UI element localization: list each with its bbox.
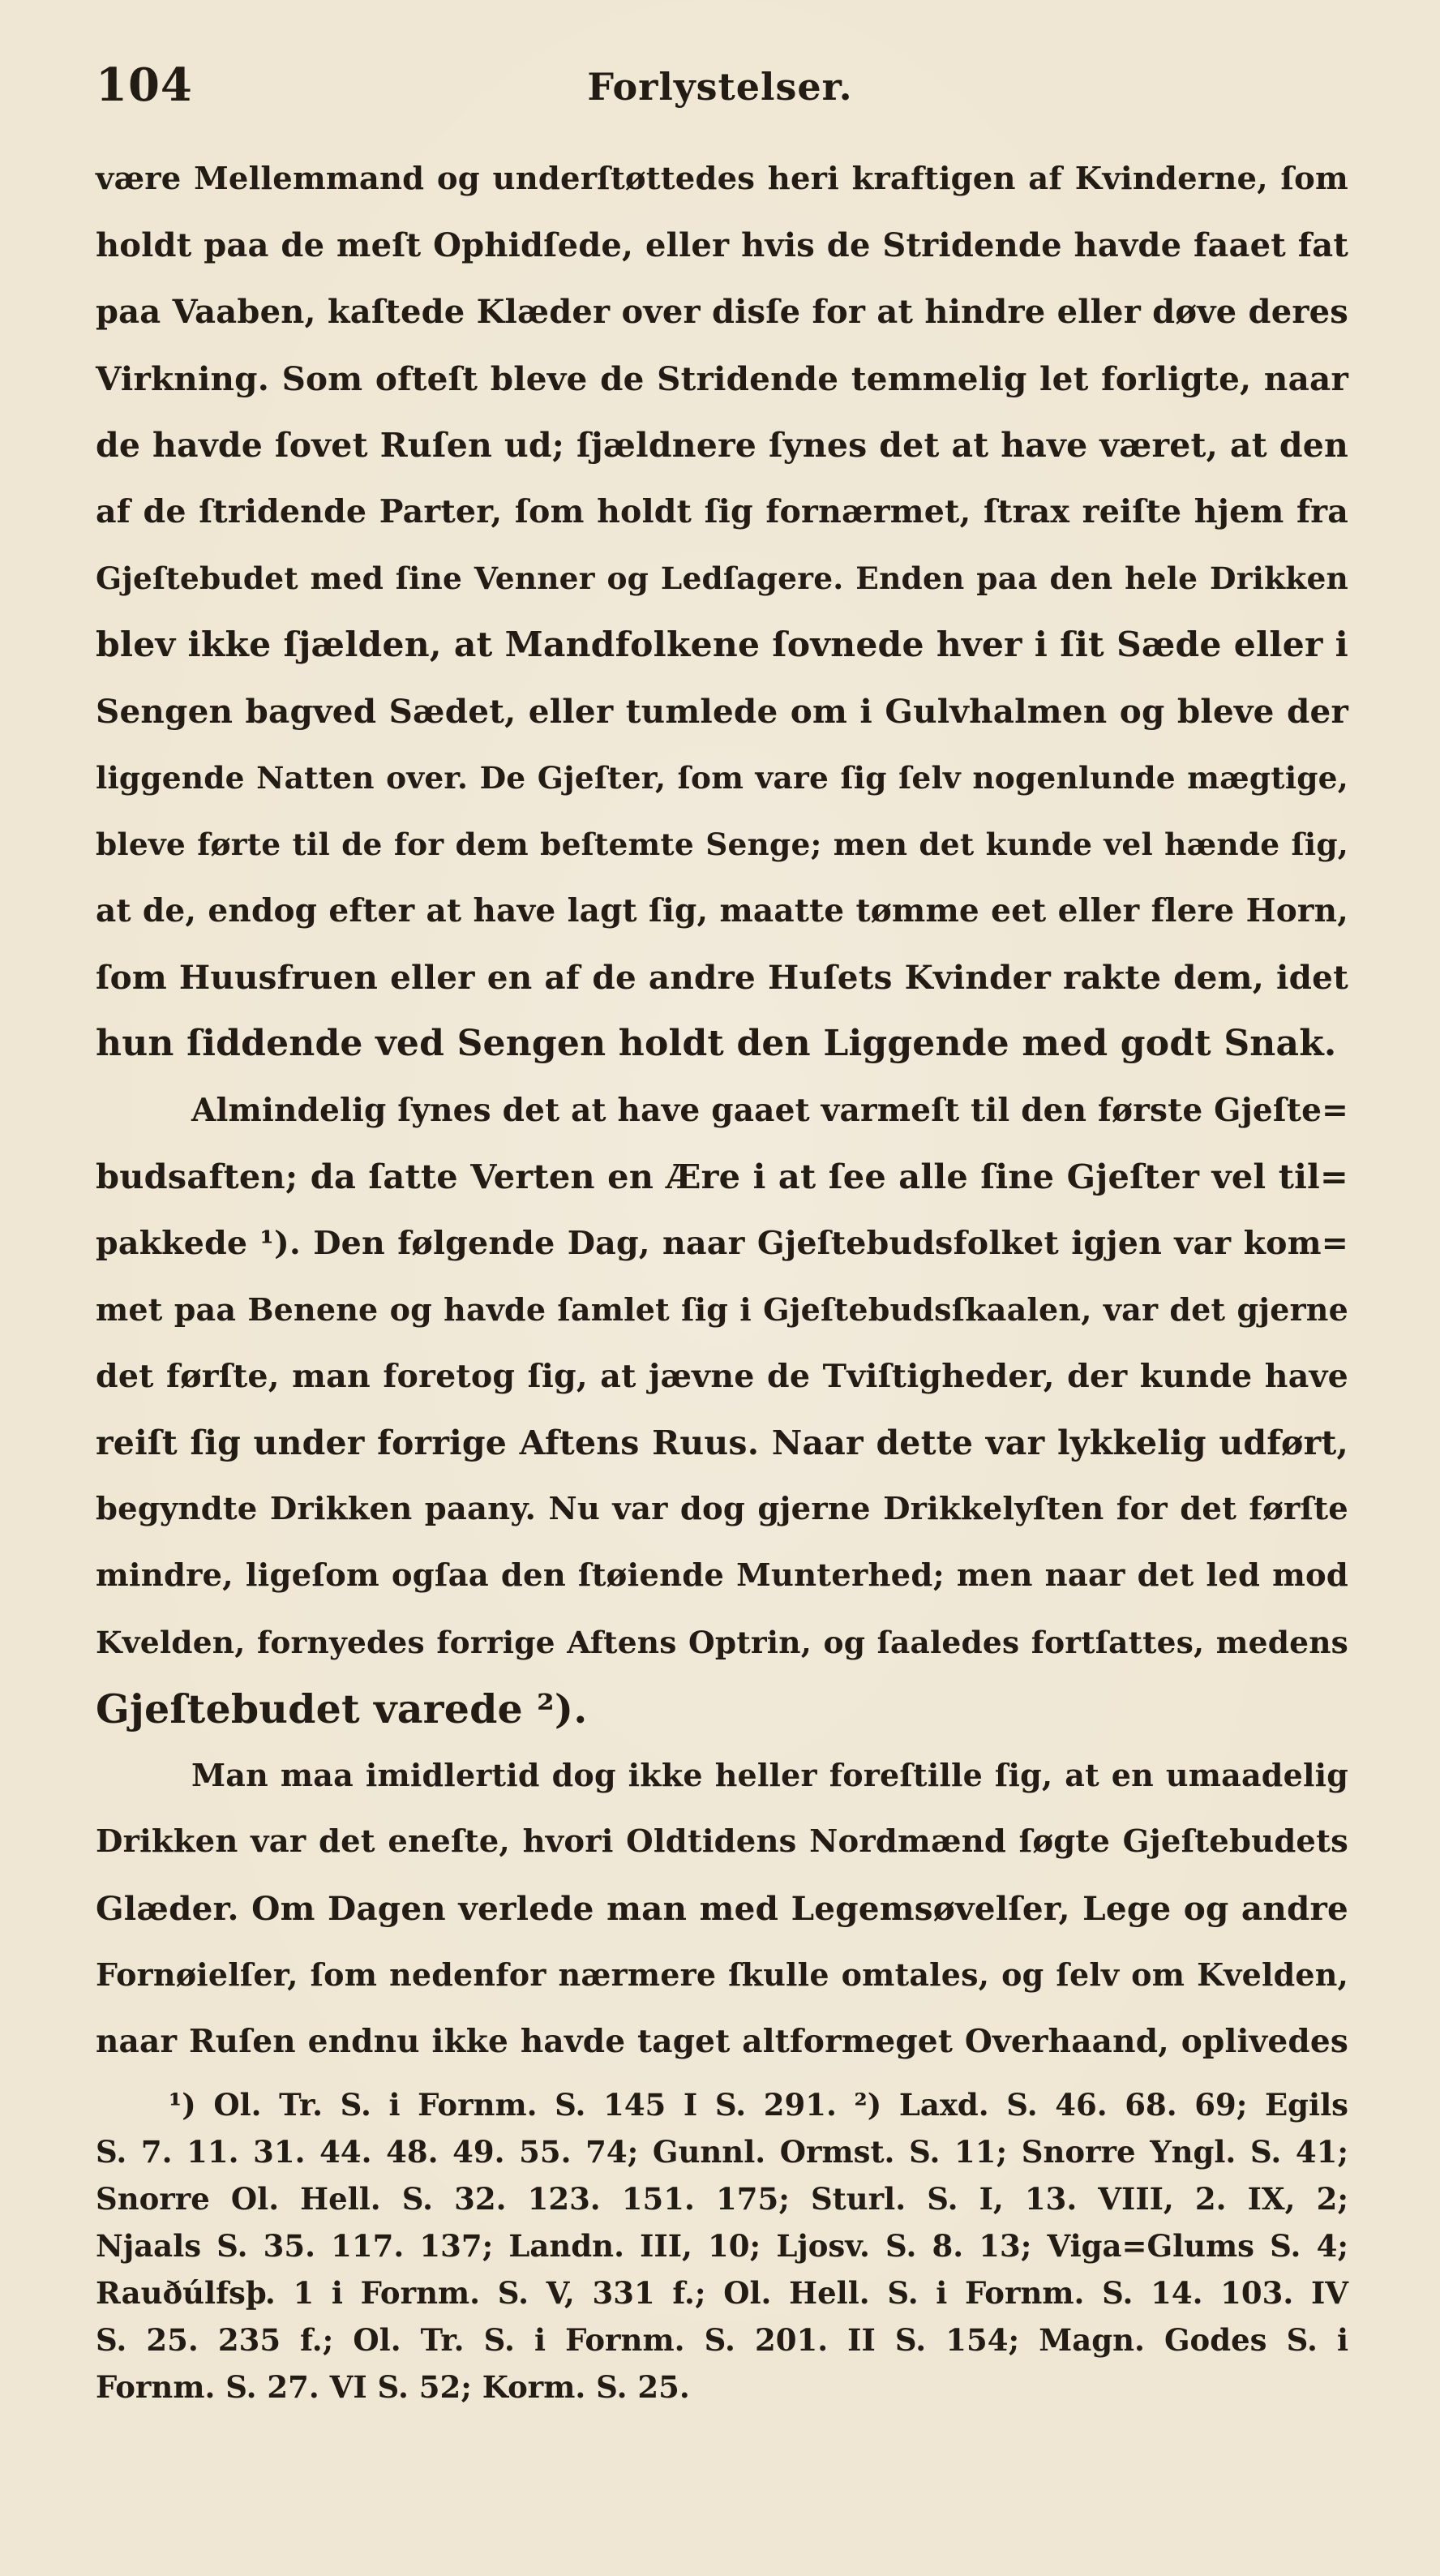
footnote-line: S. 25. 235 f.; Ol. Tr. S. i Fornm. S. 201. II S. 154; Magn. Godes S. i	[96, 2322, 1348, 2358]
text-line: budsaften; da ſatte Verten en Ære i at ſee alle ſine Gjeſter vel til=	[96, 1157, 1348, 1196]
text-line: være Mellemmand og underſtøttedes heri kraftigen af Kvinderne, ſom	[96, 161, 1348, 197]
footnote-line: Njaals S. 35. 117. 137; Landn. III, 10; Ljosv. S. 8. 13; Viga=Glums S. 4;	[96, 2228, 1348, 2264]
text-line: bleve førte til de for dem beſtemte Senge; men det kunde vel hænde ſig,	[96, 826, 1348, 862]
text-line: reiſt ſig under forrige Aftens Ruus. Naar dette var lykkelig udført,	[96, 1423, 1348, 1462]
running-head: Forlystelser.	[587, 65, 853, 109]
footnote-line: Snorre Ol. Hell. S. 32. 123. 151. 175; Sturl. S. I, 13. VIII, 2. IX, 2;	[96, 2181, 1348, 2217]
text-line: Drikken var det eneſte, hvori Oldtidens Nordmænd ſøgte Gjeſtebudets	[96, 1823, 1348, 1860]
text-line: paa Vaaben, kaſtede Klæder over disſe for at hindre eller døve deres	[96, 293, 1348, 331]
text-line: Fornøielſer, ſom nedenfor nærmere ſkulle omtales, og ſelv om Kvelden,	[96, 1956, 1348, 1993]
footnote-line: Fornm. S. 27. VI S. 52; Korm. S. 25.	[96, 2369, 690, 2405]
text-line: Kvelden, fornyedes forrige Aftens Optrin, og ſaaledes fortſattes, medens	[96, 1625, 1348, 1660]
text-line: holdt paa de meſt Ophidſede, eller hvis de Stridende havde faaet fat	[96, 226, 1348, 264]
text-line: naar Ruſen endnu ikke havde taget altformeget Overhaand, oplivedes	[96, 2023, 1348, 2060]
footnote-line: ¹) Ol. Tr. S. i Fornm. S. 145 I S. 291. ²) Laxd. S. 46. 68. 69; Egils	[169, 2087, 1348, 2123]
text-line: hun ſiddende ved Sengen holdt den Liggende med godt Snak.	[96, 1023, 1337, 1064]
text-line: blev ikke ſjælden, at Mandfolkene ſovnede hver i ſit Sæde eller i	[96, 625, 1348, 665]
text-line: ſom Huusfruen eller en af de andre Huſets Kvinder rakte dem, idet	[96, 958, 1348, 997]
page-number: 104	[96, 58, 193, 112]
text-line: Gjeſtebudet med ſine Venner og Ledſagere. Enden paa den hele Drikken	[96, 560, 1348, 596]
text-line: pakkede ¹). Den følgende Dag, naar Gjeſtebudsfolket igjen var kom=	[96, 1225, 1348, 1262]
text-line: det førſte, man foretog ſig, at jævne de Tviſtigheder, der kunde have	[96, 1358, 1348, 1395]
text-line: begyndte Drikken paany. Nu var dog gjerne Drikkelyſten for det førſte	[96, 1491, 1348, 1527]
text-line: Virkning. Som ofteſt bleve de Stridende temmelig let forligte, naar	[96, 359, 1348, 398]
main-text	[96, 146, 1348, 2075]
text-line: de havde ſovet Ruſen ud; ſjældnere ſynes det at have været, at den	[96, 426, 1348, 465]
text-line: Glæder. Om Dagen verlede man med Legemsøvelſer, Lege og andre	[96, 1889, 1348, 1928]
text-line: af de ſtridende Parter, ſom holdt ſig fornærmet, ſtrax reiſte hjem fra	[96, 493, 1348, 530]
text-line: Almindelig ſynes det at have gaaet varmeſt til den første Gjeſte=	[191, 1092, 1349, 1129]
text-line: Sengen bagved Sædet, eller tumlede om i Gulvhalmen og bleve der	[96, 692, 1348, 731]
footnotes	[96, 2081, 1348, 2411]
footnote-line: Rauðúlfsþ. 1 i Fornm. S. V, 331 f.; Ol. Hell. S. i Fornm. S. 14. 103. IV	[96, 2275, 1348, 2311]
text-line: Gjeſtebudet varede ²).	[96, 1685, 588, 1732]
text-line: met paa Benene og havde ſamlet ſig i Gjeſtebudsſkaalen, var det gjerne	[96, 1291, 1348, 1328]
text-line: Man maa imidlertid dog ikke heller foreſtille ſig, at en umaadelig	[191, 1757, 1348, 1793]
footnote-line: S. 7. 11. 31. 44. 48. 49. 55. 74; Gunnl. Ormst. S. 11; Snorre Yngl. S. 41;	[96, 2134, 1348, 2170]
text-line: at de, endog efter at have lagt ſig, maatte tømme eet eller flere Horn,	[96, 892, 1348, 930]
text-line: liggende Natten over. De Gjeſter, ſom vare ſig ſelv nogenlunde mægtige,	[96, 760, 1348, 796]
page-header	[96, 50, 1344, 123]
text-line: mindre, ligeſom ogſaa den ſtøiende Munterhed; men naar det led mod	[96, 1557, 1348, 1594]
